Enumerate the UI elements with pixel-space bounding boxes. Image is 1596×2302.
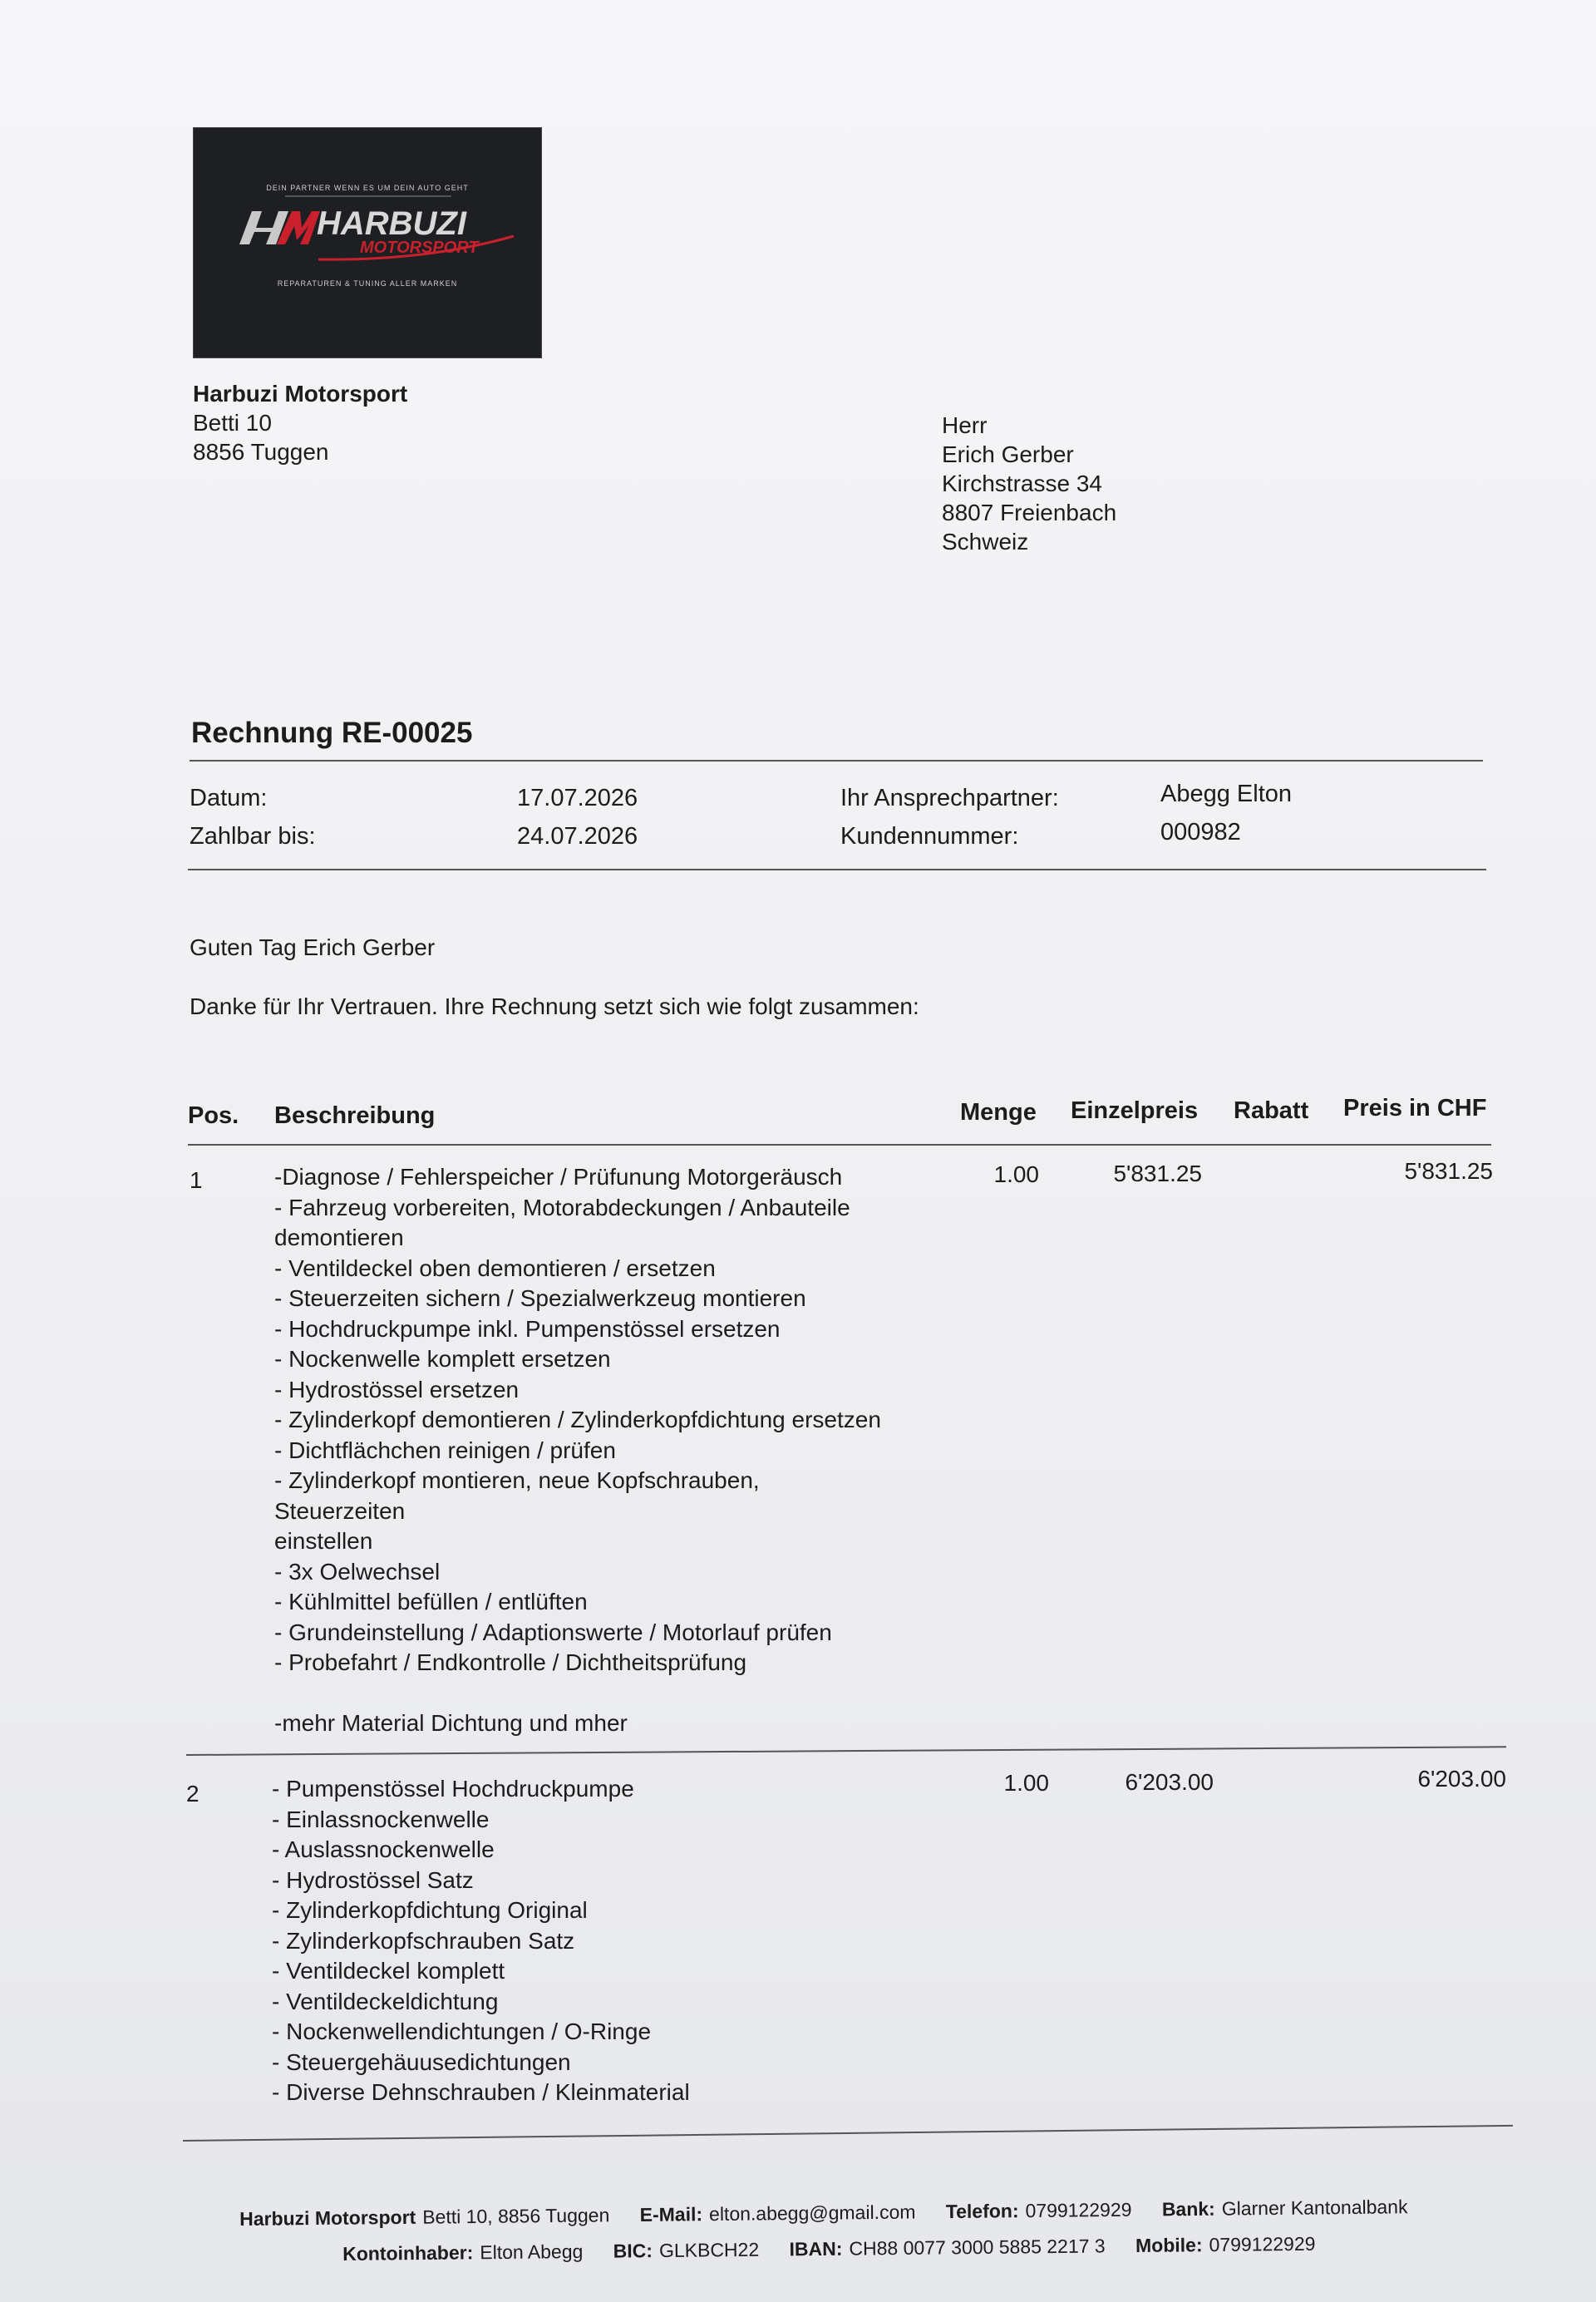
row-2-divider <box>183 2125 1513 2142</box>
recipient-city: 8807 Freienbach <box>942 500 1117 525</box>
footer-iban-label: IBAN: <box>789 2237 843 2260</box>
footer-mobile: 0799122929 <box>1209 2232 1316 2256</box>
row-2-quantity: 1.00 <box>1003 1770 1049 1796</box>
footer-mobile-label: Mobile: <box>1135 2234 1203 2257</box>
col-header-unit-price: Einzelpreis <box>1071 1097 1199 1124</box>
sender-name: Harbuzi Motorsport <box>193 381 408 407</box>
meta-divider <box>188 869 1486 870</box>
invoice-date: 17.07.2026 <box>517 785 638 811</box>
footer-company: Harbuzi Motorsport <box>239 2206 416 2230</box>
logo-monogram <box>239 211 320 244</box>
invoice-due-date: 24.07.2026 <box>517 823 638 850</box>
col-header-quantity: Menge <box>960 1099 1037 1126</box>
footer-holder-label: Kontoinhaber: <box>342 2241 474 2265</box>
footer-email: elton.abegg@gmail.com <box>708 2201 916 2226</box>
row-2-description: - Pumpenstössel Hochdruckpumpe - Einlassnockenwelle - Auslassnockenwelle - Hydrostössel Satz - Zylinderkopfdichtung Original - Zylinderkopfschrauben Satz - Ventildeckel komplett - Ventildeckeldichtung - Nockenwellendichtungen / O-Ringe - Steuergehäuusedichtungen - Diverse Dehnschrauben / Kleinmaterial <box>272 1776 690 2105</box>
title-divider <box>190 760 1483 762</box>
customer-number-label: Kundennummer: <box>840 823 1019 850</box>
footer-bic: GLKBCH22 <box>658 2238 760 2262</box>
row-1-quantity: 1.00 <box>993 1161 1039 1187</box>
row-1-price: 5'831.25 <box>1404 1158 1493 1184</box>
col-header-description: Beschreibung <box>274 1102 436 1129</box>
meta-values-right <box>1160 775 1292 851</box>
logo-tagline-top: DEIN PARTNER WENN ES UM DEIN AUTO GEHT <box>266 184 469 192</box>
footer-bic-label: BIC: <box>613 2240 653 2262</box>
sender-city: 8856 Tuggen <box>193 439 329 465</box>
recipient-country: Schweiz <box>942 529 1029 555</box>
sender-street: Betti 10 <box>193 410 272 436</box>
footer-email-label: E-Mail: <box>639 2203 703 2226</box>
company-logo <box>193 127 542 358</box>
col-header-discount: Rabatt <box>1234 1097 1309 1124</box>
table-header-divider <box>188 1144 1491 1146</box>
row-2-pos: 2 <box>186 1781 200 1807</box>
meta-labels-left <box>190 779 316 855</box>
due-label: Zahlbar bis: <box>190 823 316 850</box>
row-1-unit-price: 5'831.25 <box>1113 1161 1202 1186</box>
sender-address <box>193 379 407 466</box>
footer-iban: CH88 0077 3000 5885 2217 3 <box>849 2235 1106 2260</box>
footer-phone: 0799122929 <box>1025 2198 1132 2222</box>
footer-holder: Elton Abegg <box>480 2240 584 2264</box>
recipient-street: Kirchstrasse 34 <box>942 471 1102 496</box>
row-1-description: -Diagnose / Fehlerspeicher / Prüfunung Motorgeräusch - Fahrzeug vorbereiten, Motorabdeckungen / Anbauteile demontieren - Ventildeckel oben demontieren / ersetzen - Steuerzeiten sichern / Spezialwerkzeug montieren - Hochdruckpumpe inkl. Pumpenstössel ersetzen - Nockenwelle komplett ersetzen - Hydrostössel ersetzen - Zylinderkopf demontieren / Zylinderkopfdichtung ersetzen - Dichtflächchen reinigen / prüfen - Zylinderkopf montieren, neue Kopfschrauben, Steuerzeiten einstellen - 3x Oelwechsel - Kühlmittel befüllen / entlüften - Grundeinstellung / Adaptionswerte / Motorlauf prüfen - Probefahrt / Endkontrolle / Dichtheitsprüfung -mehr Material Dichtung und mher <box>274 1164 881 1736</box>
recipient-address <box>942 411 1116 556</box>
meta-values-left <box>517 779 638 855</box>
footer-bank: Glarner Kantonalbank <box>1221 2196 1408 2220</box>
footer-line-1 <box>239 2196 1408 2231</box>
contact-person: Abegg Elton <box>1160 781 1293 807</box>
footer-bank-label: Bank: <box>1161 2197 1215 2221</box>
row-1-divider <box>186 1746 1506 1756</box>
footer-line-2 <box>342 2233 1316 2265</box>
recipient-name: Erich Gerber <box>942 441 1074 467</box>
customer-number: 000982 <box>1160 819 1241 845</box>
row-2-price: 6'203.00 <box>1417 1766 1506 1792</box>
date-label: Datum: <box>190 785 268 811</box>
footer-phone-label: Telefon: <box>945 2200 1019 2223</box>
logo-tagline-bottom: REPARATUREN & TUNING ALLER MARKEN <box>277 279 458 288</box>
col-header-price: Preis in CHF <box>1343 1095 1487 1121</box>
row-2-unit-price: 6'203.00 <box>1125 1769 1214 1795</box>
logo-brand: HARBUZI <box>317 205 466 242</box>
meta-labels-right <box>840 779 1059 855</box>
invoice-title: Rechnung RE-00025 <box>191 717 473 749</box>
row-1-pos: 1 <box>190 1167 203 1193</box>
recipient-salutation: Herr <box>942 412 988 438</box>
intro-text: Danke für Ihr Vertrauen. Ihre Rechnung setzt sich wie folgt zusammen: <box>190 993 919 1019</box>
contact-label: Ihr Ansprechpartner: <box>840 785 1059 811</box>
greeting: Guten Tag Erich Gerber <box>190 934 436 960</box>
col-header-pos: Pos. <box>188 1102 239 1129</box>
footer-address: Betti 10, 8856 Tuggen <box>422 2204 610 2228</box>
logo-sub: MOTORSPORT <box>360 239 479 257</box>
